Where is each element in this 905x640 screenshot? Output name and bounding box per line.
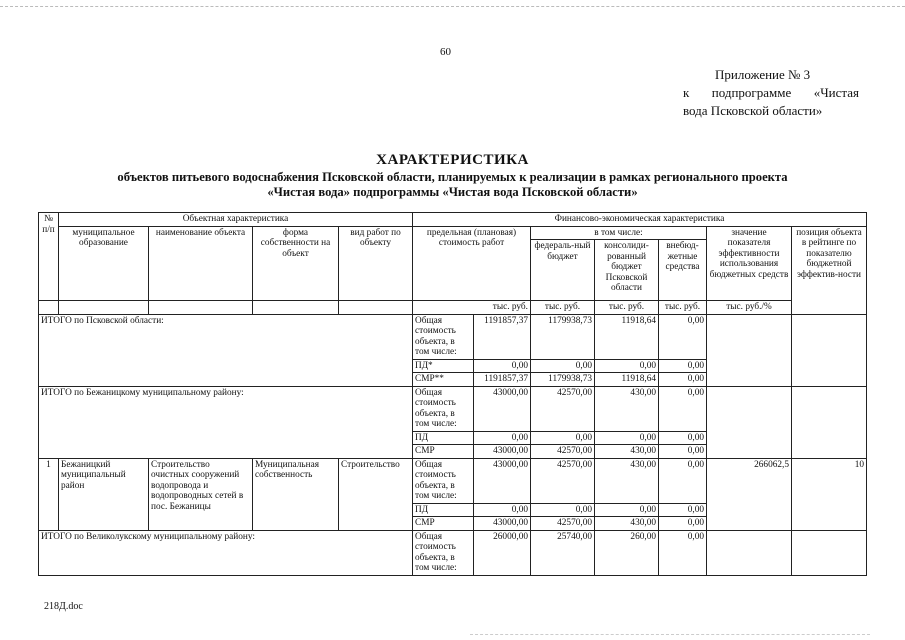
object-work-type: Строительство (339, 458, 413, 530)
header-ownership: форма собственности на объект (253, 226, 339, 301)
table-row (39, 458, 867, 503)
header-efficiency: значение показателя эффективности использования бюджетных средств (707, 226, 792, 301)
cell-extrabudget: 0,00 (659, 445, 707, 459)
total-oblast-label: ИТОГО по Псковской области: (39, 314, 413, 386)
cell-federal: 0,00 (531, 359, 595, 373)
header-financial-characteristic: Финансово-экономическая характеристика (413, 213, 867, 227)
appendix-word: к (683, 85, 690, 100)
cell-extrabudget: 0,00 (659, 373, 707, 387)
cell-cost: 43000,00 (474, 445, 531, 459)
cell-cost: 43000,00 (474, 517, 531, 531)
cell-consolidated: 0,00 (595, 359, 659, 373)
unit-extrabudget: тыс. руб. (659, 301, 707, 315)
cell-federal: 0,00 (531, 431, 595, 445)
cost-type: Общая стоимость объекта, в том числе: (413, 530, 474, 575)
cell-consolidated: 430,00 (595, 386, 659, 431)
subtitle-line-2: «Чистая вода» подпрограммы «Чистая вода Псковской области» (267, 185, 638, 199)
cell-cost: 43000,00 (474, 386, 531, 431)
total-bezhanitsy-label: ИТОГО по Бежаницкому муниципальному району: (39, 386, 413, 458)
cell-cost: 0,00 (474, 503, 531, 517)
appendix-line-1: Приложение № 3 (715, 67, 811, 82)
cell-consolidated: 430,00 (595, 517, 659, 531)
cell-cost: 1191857,37 (474, 373, 531, 387)
cell-consolidated: 11918,64 (595, 373, 659, 387)
unit-federal: тыс. руб. (531, 301, 595, 315)
unit-cost: тыс. руб. (413, 301, 531, 315)
cell-extrabudget: 0,00 (659, 314, 707, 359)
header-num: № п/п (39, 213, 59, 301)
cost-type: СМР** (413, 373, 474, 387)
cell-federal: 25740,00 (531, 530, 595, 575)
header-cost: предельная (плановая) стоимость работ (413, 226, 531, 301)
cell-consolidated: 430,00 (595, 445, 659, 459)
appendix-note (683, 66, 859, 120)
cell-federal: 1179938,73 (531, 314, 595, 359)
document-subtitle (30, 170, 875, 200)
cell-extrabudget: 0,00 (659, 503, 707, 517)
header-consolidated: консолиди-рованный бюджет Псковской области (595, 240, 659, 301)
appendix-word: подпрограмме (711, 85, 792, 100)
scan-top-edge (0, 6, 905, 7)
appendix-word: «Чистая (813, 85, 859, 100)
page-number: 60 (440, 46, 451, 58)
document-title: ХАРАКТЕРИСТИКА (376, 152, 529, 168)
header-federal: федераль-ный бюджет (531, 240, 595, 301)
header-object-characteristic: Объектная характеристика (59, 213, 413, 227)
cost-type: ПД* (413, 359, 474, 373)
cell-extrabudget: 0,00 (659, 386, 707, 431)
unit-consolidated: тыс. руб. (595, 301, 659, 315)
appendix-line-3: вода Псковской области» (683, 103, 823, 118)
cell-federal: 42570,00 (531, 517, 595, 531)
file-name-footer: 218Д.doc (44, 601, 83, 612)
cost-type: СМР (413, 517, 474, 531)
cell-consolidated: 0,00 (595, 503, 659, 517)
cell-federal: 42570,00 (531, 445, 595, 459)
table-row (39, 386, 867, 431)
cell-federal: 42570,00 (531, 386, 595, 431)
cell-cost: 43000,00 (474, 458, 531, 503)
cell-cost: 26000,00 (474, 530, 531, 575)
scan-bottom-edge (470, 634, 870, 635)
header-extrabudget: внебюд-жетные средства (659, 240, 707, 301)
cell-federal: 0,00 (531, 503, 595, 517)
object-num: 1 (39, 458, 59, 530)
appendix-line-2 (683, 84, 859, 102)
cell-consolidated: 11918,64 (595, 314, 659, 359)
cost-type: ПД (413, 431, 474, 445)
cell-extrabudget: 0,00 (659, 458, 707, 503)
object-ownership: Муниципальная собственность (253, 458, 339, 530)
cell-federal: 42570,00 (531, 458, 595, 503)
unit-efficiency: тыс. руб./% (707, 301, 792, 315)
cell-extrabudget: 0,00 (659, 431, 707, 445)
characteristics-table (38, 212, 867, 576)
object-municipality: Бежаницкий муниципальный район (59, 458, 149, 530)
cost-type: СМР (413, 445, 474, 459)
header-work-type: вид работ по объекту (339, 226, 413, 301)
header-rating: позиция объекта в рейтинге по показателю бюджетной эффектив-ности (792, 226, 867, 314)
cost-type: Общая стоимость объекта, в том числе: (413, 386, 474, 431)
total-velikie-luki-label: ИТОГО по Великолукскому муниципальному району: (39, 530, 413, 575)
cell-consolidated: 0,00 (595, 431, 659, 445)
subtitle-line-1: объектов питьевого водоснабжения Псковской области, планируемых к реализации в рамках регионального проекта (117, 170, 788, 184)
cell-extrabudget: 0,00 (659, 359, 707, 373)
table-row (39, 314, 867, 359)
cost-type: ПД (413, 503, 474, 517)
header-including: в том числе: (531, 226, 707, 240)
cell-extrabudget: 0,00 (659, 517, 707, 531)
cell-cost: 0,00 (474, 359, 531, 373)
object-name: Строительство очистных сооружений водопровода и водопроводных сетей в пос. Бежаницы (149, 458, 253, 530)
cell-cost: 0,00 (474, 431, 531, 445)
cell-extrabudget: 0,00 (659, 530, 707, 575)
cell-federal: 1179938,73 (531, 373, 595, 387)
cost-type: Общая стоимость объекта, в том числе: (413, 458, 474, 503)
table-row (39, 530, 867, 575)
header-object-name: наименование объекта (149, 226, 253, 301)
object-efficiency: 266062,5 (707, 458, 792, 530)
header-municipality: муниципальное образование (59, 226, 149, 301)
cell-consolidated: 260,00 (595, 530, 659, 575)
cost-type: Общая стоимость объекта, в том числе: (413, 314, 474, 359)
cell-consolidated: 430,00 (595, 458, 659, 503)
cell-cost: 1191857,37 (474, 314, 531, 359)
object-rating: 10 (792, 458, 867, 530)
